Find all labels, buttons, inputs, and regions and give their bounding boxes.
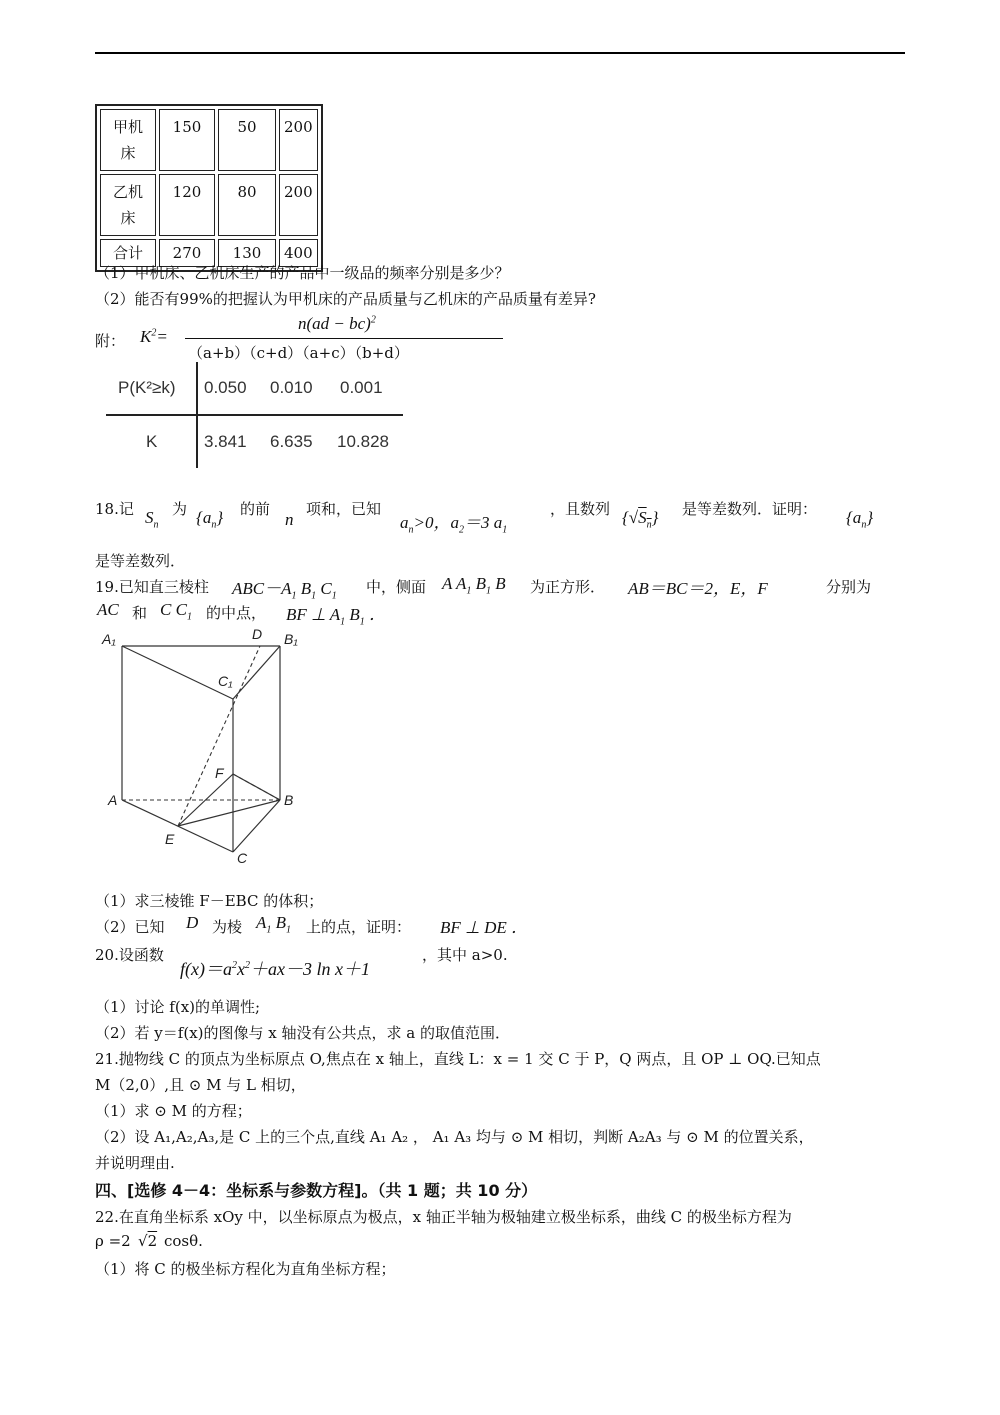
q20-b: ，其中 a>0. [422,946,508,964]
label-a1: A₁ [102,631,116,647]
q21-part2: （2）设 A₁,A₂,A₃,是 C 上的三个点,直线 A₁ A₂ ， A₁ A₃ 均与 ⊙ M 相切，判断 A₂A₃ 与 ⊙ M 的位置关系， [95,1128,814,1146]
q18-n: n [285,510,294,529]
q21-line1: 21.抛物线 C 的顶点为坐标原点 O,焦点在 x 轴上，直线 L：x = 1 交 C 于 P，Q 两点，且 OP ⊥ OQ.已知点 [95,1050,821,1068]
k-value: 6.635 [270,432,313,451]
q19-b: 中，侧面 [366,578,427,596]
table-cell: 120 [159,174,215,236]
q18-a: 18.记 [95,500,134,518]
q18-an2: $\{a_n\}$ [846,508,874,531]
q18-an: $\{a_n\}$ [196,508,224,531]
q22-sqrt2: √2 [138,1232,158,1250]
label-d: D [252,626,263,642]
machine-table [95,104,323,272]
q19-e: 和 [132,604,148,622]
q22-line1: 22.在直角坐标系 xOy 中，以坐标原点为极点，x 轴正半轴为极轴建立极坐标系，曲线 C 的极坐标方程为 [95,1208,792,1226]
q18-d: 项和，已知 [306,500,382,518]
prism-figure [100,624,298,870]
q19-a1b1: $A_1$ $B_1$ [256,913,292,936]
table-row [100,109,318,171]
critical-value-table [106,362,406,468]
label-e: E [165,831,175,847]
q17-part2: （2）能否有99%的把握认为甲机床的产品质量与乙机床的产品质量有差异? [95,290,596,308]
q20-part2: （2）若 y＝f(x)的图像与 x 轴没有公共点，求 a 的取值范围． [95,1024,510,1042]
edge-ac [122,800,233,852]
q19-p2c: 上的点，证明： [306,918,412,936]
q18-f: 是等差数列．证明： [682,500,818,518]
label-f: F [215,765,224,781]
p-value: 0.001 [340,378,383,397]
p-header: P(K²≥k) [118,378,176,397]
label-c1: C₁ [218,673,233,689]
q22-part1: （1）将 C 的极坐标方程化为直角坐标方程； [95,1260,396,1278]
k-value: 10.828 [337,432,389,451]
q19-eq: AB＝BC＝2，E，F [628,579,768,598]
q21-line2: M（2,0）,且 ⊙ M 与 L 相切， [95,1076,306,1094]
q17-part1: （1）甲机床、乙机床生产的产品中一级品的频率分别是多少？ [95,264,510,282]
q22-line2b: cosθ. [164,1232,203,1250]
edge-bc [233,800,280,852]
q18-sqrt-sn: $\{√S_n\}$ [622,508,659,531]
k-label: K [146,432,158,451]
q19-bf-de: BF ⊥ DE ． [440,918,528,937]
q21-part1: （1）求 ⊙ M 的方程； [95,1102,252,1120]
p-value: 0.050 [204,378,247,397]
label-c: C [237,850,248,866]
formula-numerator: n(ad − bc)$^2$ [298,314,376,333]
fraction-bar [185,338,503,339]
segment-eb [178,800,280,826]
q19-ac: AC [97,600,119,619]
table-cell: 80 [218,174,276,236]
label-a: A [108,792,118,808]
q19-cc1: C $C_1$ [160,600,192,623]
label-b: B [284,792,294,808]
appendix-label: 附： [95,332,126,350]
k2-symbol: $K^2=$ [140,327,168,346]
q19-p2a: （2）已知 [95,918,165,936]
q18-line2: 是等差数列． [95,552,186,570]
q18-e: ，且数列 [550,500,611,518]
q22-line2a: ρ =2 [95,1232,131,1250]
q19-a: 19.已知直三棱柱 [95,578,209,596]
label-b1: B₁ [284,631,298,647]
q19-d: 分别为 [826,578,872,596]
k-value: 3.841 [204,432,247,451]
p-value: 0.010 [270,378,313,397]
q19-c: 为正方形． [530,578,606,596]
row-label: 甲机床 [100,109,156,171]
section4-title: 四、[选修 4－4：坐标系与参数方程]。（共 1 题；共 10 分） [95,1181,538,1200]
q18-sn: $S_n$ [145,508,159,531]
q21-part2b: 并说明理由. [95,1154,175,1172]
table-cell: 200 [279,109,318,171]
row-label: 合计 [100,239,156,267]
q19-p2b: 为棱 [212,918,243,936]
table-row [100,174,318,236]
row-label: 乙机床 [100,174,156,236]
table-cell: 150 [159,109,215,171]
table-cell: 270 [159,239,215,267]
q18-b: 为 [172,500,188,518]
q20-function: $f(x)=a^2x^2+ax-3$ ln x＋1 [180,959,370,979]
table-cell: 400 [279,239,318,267]
q20-a: 20.设函数 [95,946,164,964]
q19-perp: BF ⊥ $A_1$ $B_1$ ． [286,605,387,628]
table-cell: 50 [218,109,276,171]
edge-a1c1 [122,646,233,699]
q19-d-symbol: D [186,913,199,932]
q18-c: 的前 [240,500,271,518]
table-cell: 130 [218,239,276,267]
q19-f: 的中点， [206,604,267,622]
q18-cond: $a_n>0$，$a_2=3$ $a_1$ [400,513,508,536]
table-divider-h [106,414,403,416]
formula-denominator: （a+b）（c+d）（a+c）（b+d） [188,344,409,362]
header-rule [95,52,905,54]
table-cell: 200 [279,174,318,236]
q19-prism: $ABC-A_1$ $B_1$ $C_1$ [232,579,337,602]
q19-face: A $A_1$ $B_1$ B [442,574,506,597]
q20-part1: （1）讨论 f(x)的单调性; [95,998,261,1016]
q19-part1: （1）求三棱锥 F－EBC 的体积； [95,892,324,910]
